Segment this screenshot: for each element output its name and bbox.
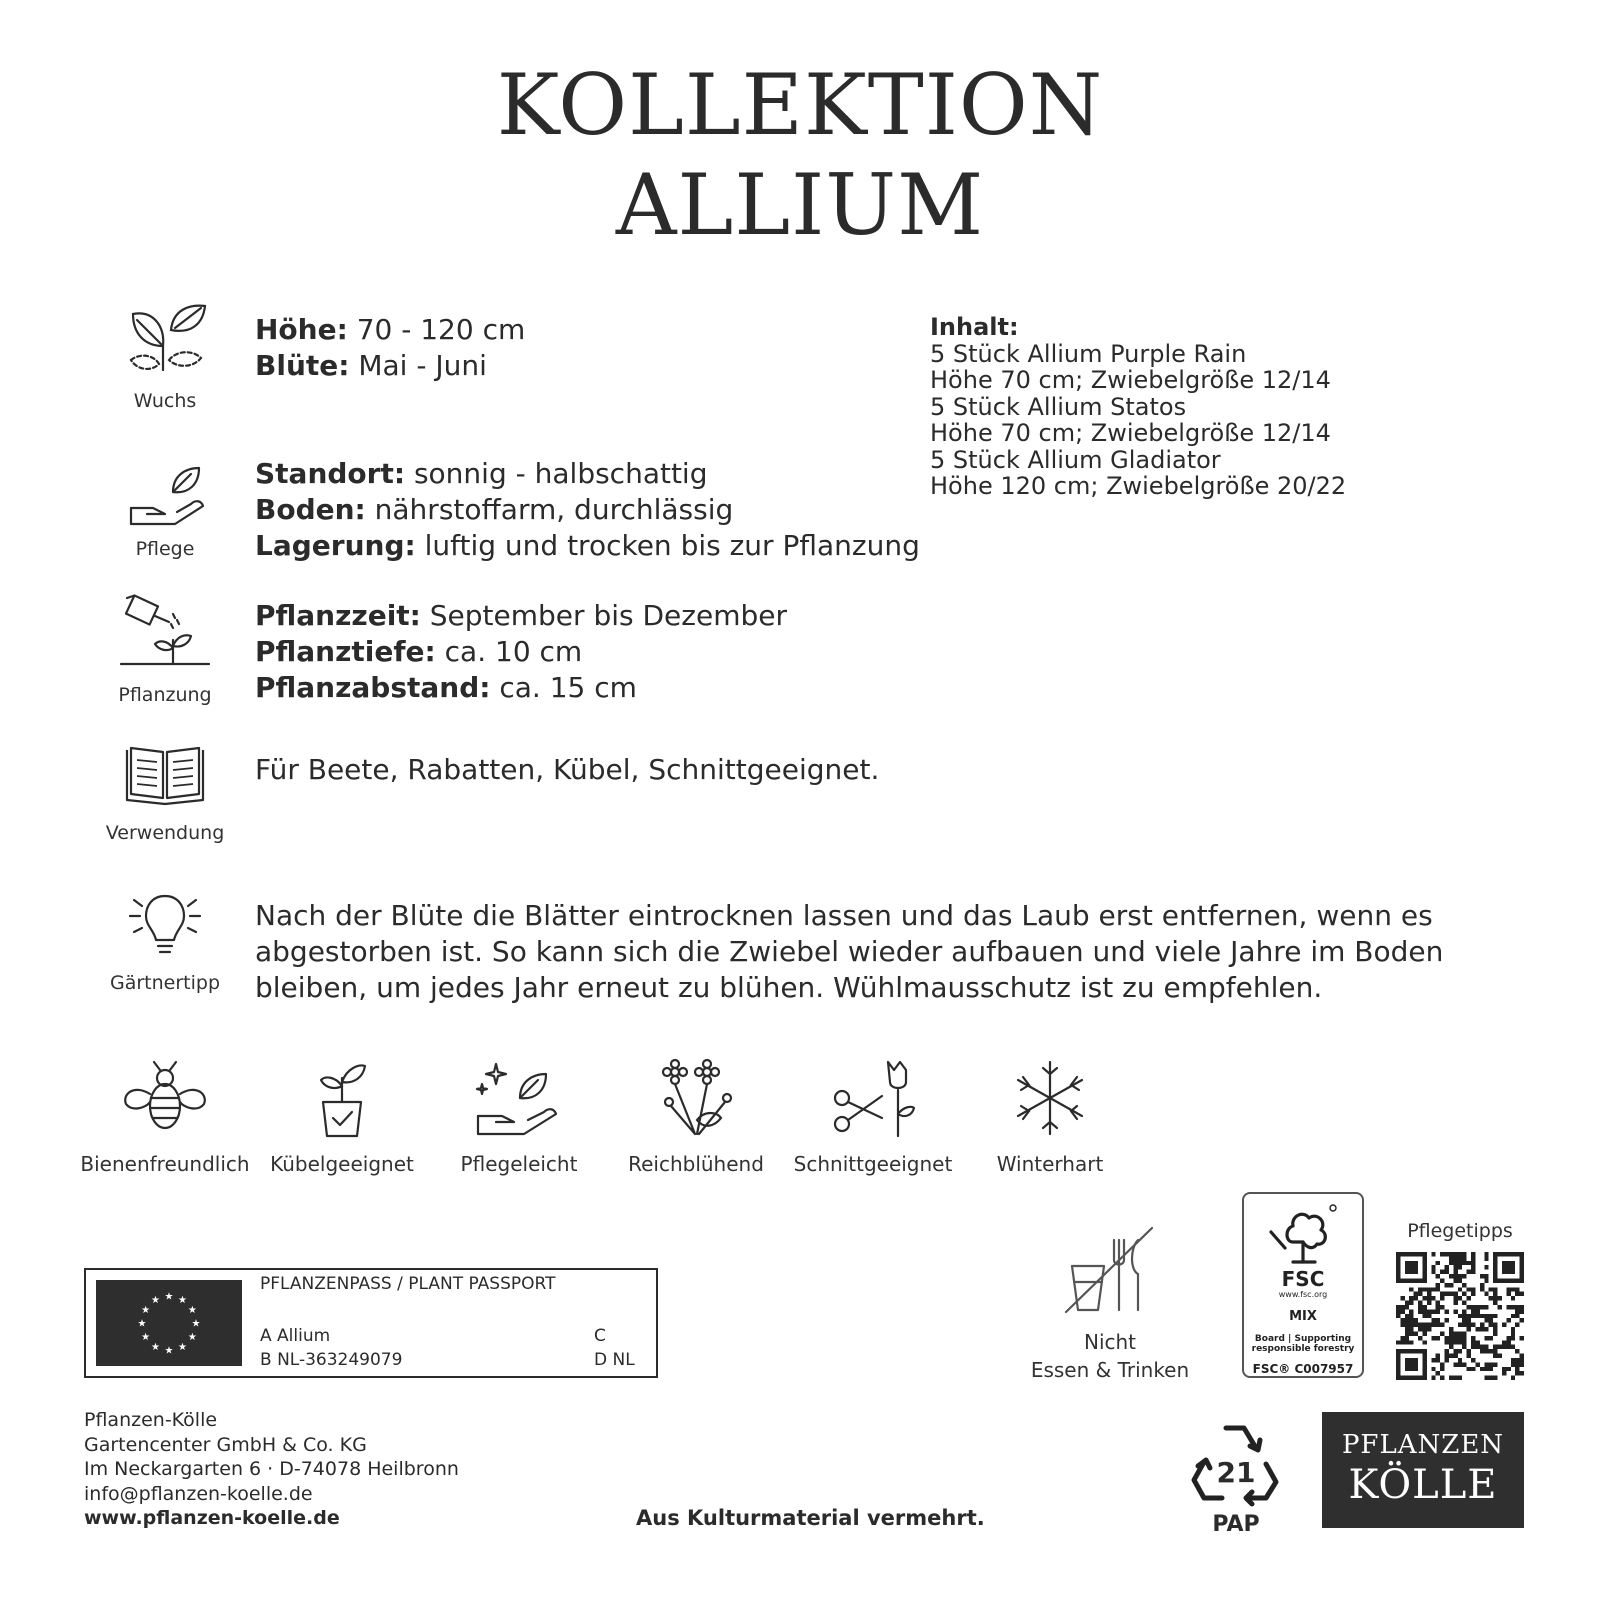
pflege-info bbox=[255, 456, 920, 564]
open-book-icon bbox=[123, 744, 207, 808]
scissors-tulip-icon bbox=[828, 1058, 918, 1138]
address-line-2: Gartencenter GmbH & Co. KG bbox=[84, 1433, 367, 1456]
address-email[interactable]: info@pflanzen-koelle.de bbox=[84, 1482, 313, 1505]
recycling-code: PAP bbox=[1212, 1512, 1260, 1537]
eu-star: ★ bbox=[141, 1332, 151, 1343]
feature-reichbluehend bbox=[607, 1058, 785, 1176]
feature-bienenfreundlich bbox=[76, 1058, 254, 1176]
inhalt-line: Höhe 70 cm; Zwiebelgröße 12/14 bbox=[930, 366, 1331, 394]
feature-schnittgeeignet bbox=[784, 1058, 962, 1176]
qr-label: Pflegetipps bbox=[1407, 1220, 1513, 1242]
inhalt-line: 5 Stück Allium Gladiator bbox=[930, 445, 1221, 474]
eu-star: ★ bbox=[164, 1345, 174, 1357]
not-edible-line-1: Nicht bbox=[1083, 1330, 1137, 1354]
verwendung-block bbox=[90, 744, 240, 844]
wuchs-caption: Wuchs bbox=[133, 390, 197, 412]
bluete-line: Blüte: Mai - Juni bbox=[255, 349, 487, 382]
snowflake-icon bbox=[1005, 1058, 1095, 1138]
passport-a: A Allium bbox=[260, 1326, 331, 1346]
fsc-board-2: responsible forestry bbox=[1251, 1344, 1355, 1354]
title-line-1: KOLLEKTION bbox=[496, 56, 1104, 154]
feature-label: Kübelgeeignet bbox=[270, 1152, 414, 1176]
bee-icon bbox=[120, 1058, 210, 1138]
pflanzung-info bbox=[255, 598, 787, 706]
fsc-mix: MIX bbox=[1289, 1309, 1317, 1324]
eu-star: ★ bbox=[191, 1318, 201, 1330]
feature-label: Reichblühend bbox=[628, 1152, 764, 1176]
plant-passport bbox=[84, 1268, 658, 1378]
address-line-1: Pflanzen-Kölle bbox=[84, 1409, 218, 1431]
inhalt-block bbox=[930, 314, 1346, 500]
feature-label: Schnittgeeignet bbox=[793, 1152, 953, 1176]
tipp-block bbox=[90, 888, 240, 994]
eu-star: ★ bbox=[178, 1295, 187, 1307]
no-food-drink-icon bbox=[1060, 1226, 1160, 1316]
feature-label: Pflegeleicht bbox=[460, 1152, 578, 1176]
passport-c: C bbox=[594, 1326, 606, 1346]
pflanzung-caption: Pflanzung bbox=[118, 684, 212, 706]
logo-line-2: KÖLLE bbox=[1348, 1462, 1498, 1508]
wuchs-block bbox=[90, 300, 240, 412]
pflege-caption: Pflege bbox=[135, 538, 195, 560]
fsc-name: FSC bbox=[1281, 1267, 1325, 1291]
address-line-3: Im Neckargarten 6 · D-74078 Heilbronn bbox=[84, 1458, 459, 1480]
eu-stars-icon bbox=[96, 1280, 242, 1366]
eu-star: ★ bbox=[187, 1332, 197, 1343]
wuchs-info bbox=[255, 312, 525, 384]
pflege-block bbox=[90, 462, 240, 560]
feature-label: Winterhart bbox=[996, 1152, 1104, 1176]
fsc-label bbox=[1242, 1192, 1364, 1378]
propagation-note: Aus Kulturmaterial vermehrt. bbox=[636, 1506, 985, 1530]
inhalt-line: 5 Stück Allium Purple Rain bbox=[930, 339, 1247, 368]
fsc-code: FSC® C007957 bbox=[1252, 1362, 1354, 1376]
address-block bbox=[84, 1408, 459, 1531]
tipp-text: Nach der Blüte die Blätter eintrocknen lassen und das Laub erst entfernen, wenn es abgestorben ist. So kann sich die Zwiebel wieder aufbauen und viele Jahre im Boden bleiben, um jedes Jahr erneut zu blühen. Wühlmausschutz ist zu empfehlen. bbox=[255, 899, 1444, 1004]
lightbulb-icon bbox=[120, 888, 210, 962]
feature-label: Bienenfreundlich bbox=[80, 1152, 250, 1176]
eu-star: ★ bbox=[151, 1295, 160, 1307]
eu-star: ★ bbox=[141, 1305, 151, 1316]
title-line-2: ALLIUM bbox=[615, 156, 985, 254]
fsc-tree-icon bbox=[1263, 1202, 1343, 1268]
flowers-icon bbox=[651, 1058, 741, 1138]
inhalt-line: 5 Stück Allium Statos bbox=[930, 392, 1187, 421]
fsc-url: www.fsc.org bbox=[1278, 1290, 1328, 1299]
eu-star: ★ bbox=[187, 1305, 197, 1316]
recycling-symbol bbox=[1186, 1418, 1286, 1537]
feature-kuebelgeeignet bbox=[253, 1058, 431, 1176]
eu-star: ★ bbox=[137, 1318, 147, 1330]
address-website[interactable]: www.pflanzen-koelle.de bbox=[84, 1507, 340, 1529]
verwendung-caption: Verwendung bbox=[105, 822, 225, 844]
inhalt-heading: Inhalt: bbox=[930, 313, 1019, 341]
tipp-caption: Gärtnertipp bbox=[109, 972, 221, 994]
eu-flag bbox=[96, 1280, 242, 1366]
fsc-board-1: Board | Supporting bbox=[1254, 1334, 1352, 1344]
hand-leaf-icon bbox=[123, 462, 207, 532]
qr-code[interactable] bbox=[1396, 1252, 1524, 1380]
eu-star: ★ bbox=[178, 1341, 187, 1353]
eu-star: ★ bbox=[164, 1291, 174, 1303]
passport-d: D NL bbox=[594, 1350, 635, 1370]
inhalt-line: Höhe 120 cm; Zwiebelgröße 20/22 bbox=[930, 472, 1347, 500]
pflanzen-koelle-logo bbox=[1322, 1412, 1524, 1528]
watering-can-icon bbox=[117, 594, 213, 678]
lagerung-line: Lagerung: luftig und trocken bis zur Pflanzung bbox=[255, 529, 920, 562]
boden-line: Boden: nährstoffarm, durchlässig bbox=[255, 493, 734, 526]
hand-leaf-sparkle-icon bbox=[474, 1058, 564, 1138]
feature-winterhart bbox=[961, 1058, 1139, 1176]
eu-star: ★ bbox=[151, 1341, 160, 1353]
not-edible-line-2: Essen & Trinken bbox=[1030, 1358, 1190, 1382]
leaves-icon bbox=[123, 300, 207, 384]
standort-line: Standort: sonnig - halbschattig bbox=[255, 457, 708, 490]
inhalt-line: Höhe 70 cm; Zwiebelgröße 12/14 bbox=[930, 419, 1331, 447]
pflanzabstand-line: Pflanzabstand: ca. 15 cm bbox=[255, 671, 637, 704]
potted-plant-icon bbox=[297, 1058, 387, 1138]
recycling-number: 21 bbox=[1216, 1456, 1256, 1489]
logo-line-1: PFLANZEN bbox=[1341, 1430, 1505, 1460]
passport-b: B NL-363249079 bbox=[260, 1350, 403, 1370]
feature-pflegeleicht bbox=[430, 1058, 608, 1176]
hoehe-line: Höhe: 70 - 120 cm bbox=[255, 313, 526, 346]
pflanzzeit-line: Pflanzzeit: September bis Dezember bbox=[255, 599, 787, 632]
not-edible-block bbox=[1020, 1226, 1200, 1384]
passport-heading: PFLANZENPASS / PLANT PASSPORT bbox=[260, 1274, 556, 1294]
verwendung-text: Für Beete, Rabatten, Kübel, Schnittgeeignet. bbox=[255, 753, 880, 786]
pflanztiefe-line: Pflanztiefe: ca. 10 cm bbox=[255, 635, 583, 668]
pflanzung-block bbox=[90, 594, 240, 706]
